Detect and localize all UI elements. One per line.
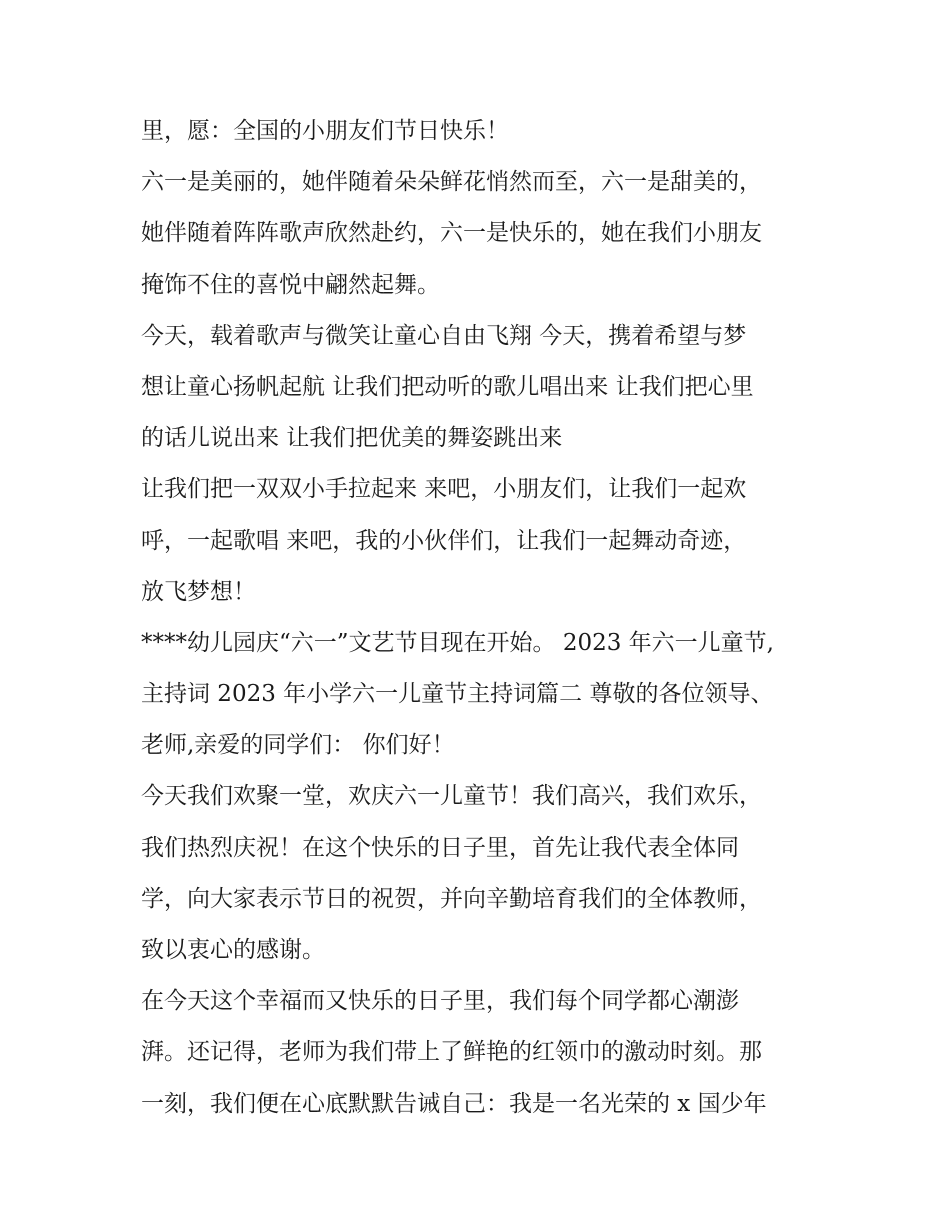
text-line: 掩饰不住的喜悦中翩然起舞。 [141,271,440,298]
text-line: 今天，载着歌声与微笑让童心自由飞翔 今天，携着希望与梦 [141,322,747,349]
text-line: 里，愿：全国的小朋友们节日快乐！ [141,118,509,144]
text-line: 让我们把一双双小手拉起来 来吧，小朋友们，让我们一起欢 [141,476,747,503]
text-line: 放飞梦想！ [141,578,256,605]
text-line: 想让童心扬帆起航 让我们把动听的歌儿唱出来 让我们把心里 [141,373,754,400]
text-line: 今天我们欢聚一堂，欢庆六一儿童节！我们高兴，我们欢乐， [141,783,762,810]
text-line: 一刻，我们便在心底默默告诫自己：我是一名光荣的 x 国少年 [141,1090,767,1117]
text-line: 的话儿说出来 让我们把优美的舞姿跳出来 [141,425,563,452]
text-line: 在今天这个幸福而又快乐的日子里，我们每个同学都心潮澎 [141,988,739,1015]
text-line: ****幼儿园庆“六一”文艺节目现在开始。 2023 年六一儿童节, [141,629,774,656]
text-line: 老师,亲爱的同学们： 你们好！ [141,732,455,759]
text-line: 六一是美丽的，她伴随着朵朵鲜花悄然而至，六一是甜美的， [141,169,762,196]
text-line: 学，向大家表示节日的祝贺，并向辛勤培育我们的全体教师， [141,885,762,912]
text-line: 主持词 2023 年小学六一儿童节主持词篇二 尊敬的各位领导、 [141,681,774,708]
text-line: 致以衷心的感谢。 [141,937,325,963]
document-body [141,108,821,1132]
text-line: 她伴随着阵阵歌声欣然赴约，六一是快乐的，她在我们小朋友 [141,220,762,247]
text-line: 我们热烈庆祝！在这个快乐的日子里，首先让我代表全体同 [141,834,739,861]
text-line: 呼，一起歌唱 来吧，我的小伙伴们，让我们一起舞动奇迹， [141,527,747,554]
text-line: 湃。还记得，老师为我们带上了鲜艳的红领巾的激动时刻。那 [141,1039,762,1066]
